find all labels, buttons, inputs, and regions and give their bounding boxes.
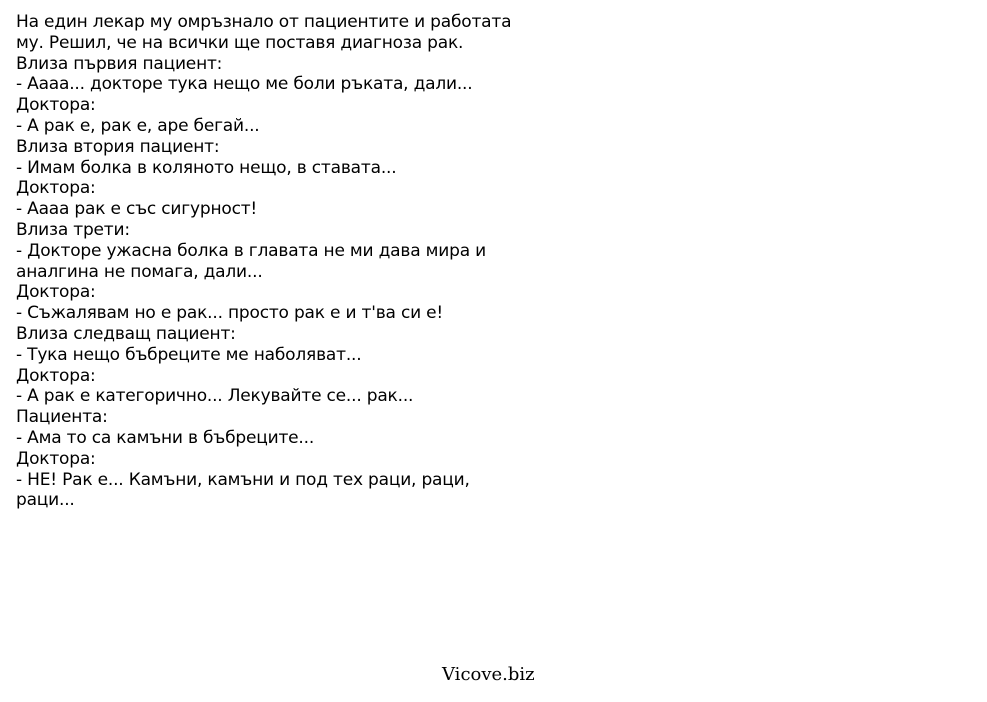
joke-line: - А рак е, рак е, аре бегай... bbox=[16, 115, 260, 136]
joke-line: Влиза следващ пациент: bbox=[16, 323, 236, 344]
joke-line: Пациента: bbox=[16, 407, 108, 428]
joke-line: Доктора: bbox=[16, 282, 96, 303]
joke-line: - Ама то са камъни в бъбреците... bbox=[16, 427, 315, 448]
joke-line: - Тука нещо бъбреците ме наболяват... bbox=[16, 344, 362, 365]
joke-line: - НЕ! Рак е... Камъни, камъни и под тех раци, раци, bbox=[16, 469, 470, 490]
joke-line: - Аааа рак е със сигурност! bbox=[16, 199, 258, 220]
joke-line: На един лекар му омръзнало от пациентите и работата bbox=[16, 12, 512, 32]
joke-text bbox=[16, 12, 576, 511]
joke-line: раци... bbox=[16, 490, 75, 511]
joke-line: Влиза втория пациент: bbox=[16, 136, 220, 157]
joke-line: Доктора: bbox=[16, 95, 96, 116]
joke-line: - Имам болка в коляното нещо, в ставата... bbox=[16, 157, 397, 178]
joke-line: Доктора: bbox=[16, 178, 96, 199]
joke-line: Доктора: bbox=[16, 448, 96, 469]
joke-line: - Аааа... докторе тука нещо ме боли ръката, дали... bbox=[16, 74, 473, 95]
joke-line: Влиза първия пациент: bbox=[16, 53, 223, 74]
joke-line: му. Решил, че на всички ще поставя диагноза рак. bbox=[16, 32, 464, 53]
joke-line: - А рак е категорично... Лекувайте се... рак... bbox=[16, 386, 414, 407]
site-watermark: Vicove.biz bbox=[442, 664, 535, 685]
joke-line: Влиза трети: bbox=[16, 219, 130, 240]
joke-line: аналгина не помага, дали... bbox=[16, 261, 263, 282]
joke-line: - Съжалявам но е рак... просто рак е и т'ва си е! bbox=[16, 303, 444, 324]
joke-line: Доктора: bbox=[16, 365, 96, 386]
joke-line: - Докторе ужасна болка в главата не ми дава мира и bbox=[16, 240, 486, 261]
